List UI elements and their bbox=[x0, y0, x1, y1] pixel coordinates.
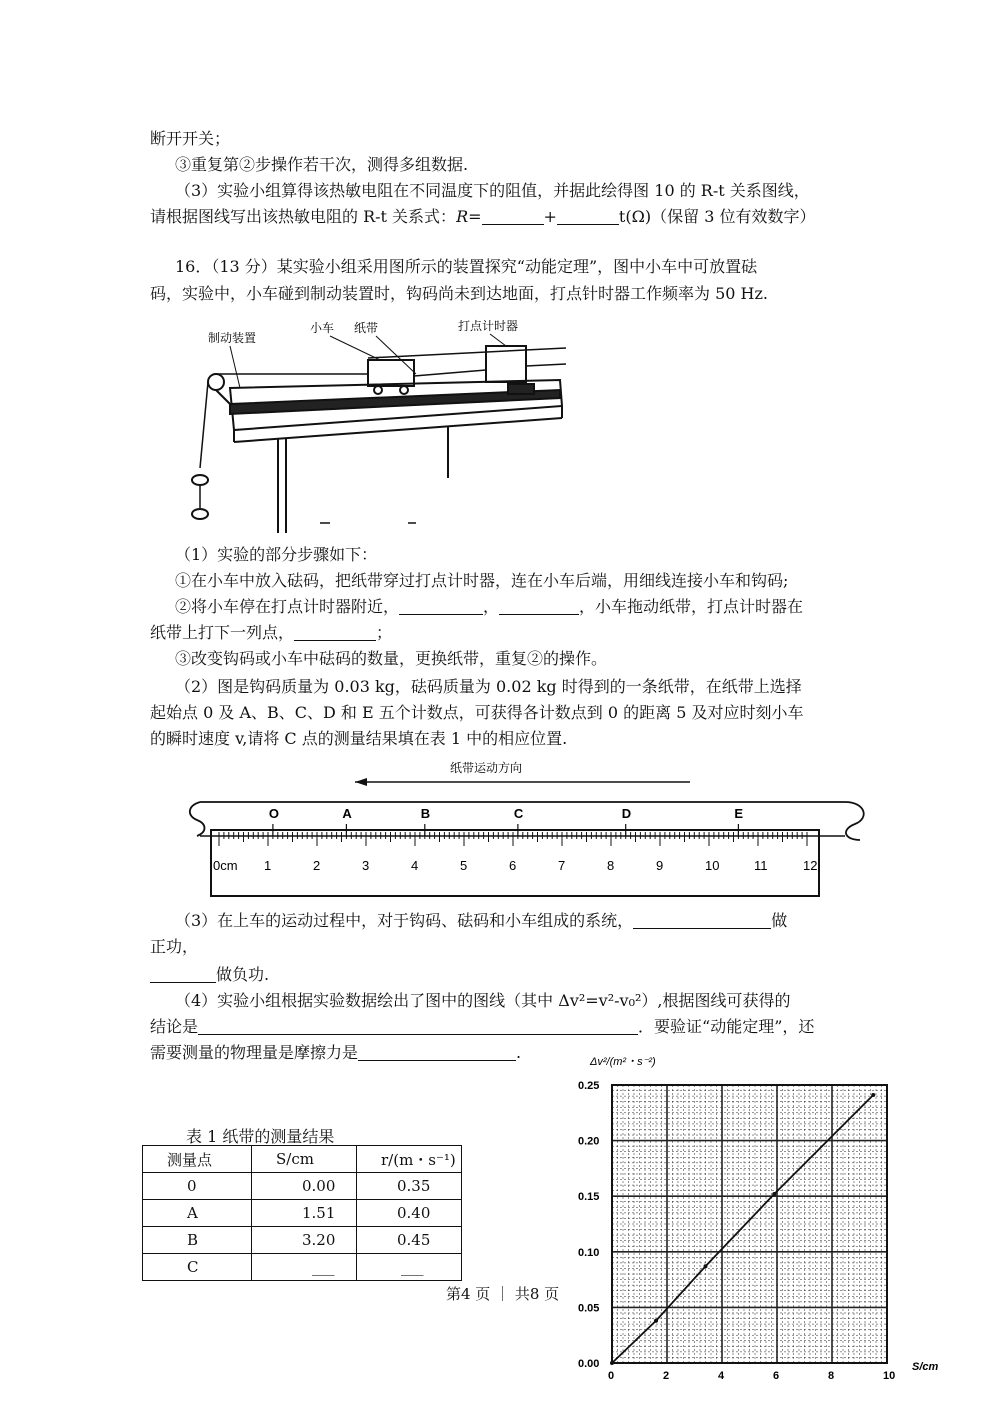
ruler-label: 9 bbox=[656, 858, 664, 873]
text-line bbox=[150, 206, 815, 228]
x-tick-label: 4 bbox=[718, 1370, 725, 1382]
answer-blank[interactable] bbox=[399, 598, 483, 615]
y-tick-label: 0.05 bbox=[578, 1302, 600, 1315]
table-cell: 1.51 bbox=[252, 1200, 357, 1227]
y-tick-label: 0.00 bbox=[578, 1358, 600, 1370]
table-header: S/cm bbox=[252, 1146, 357, 1173]
ruler-label: 7 bbox=[558, 858, 566, 873]
text-seg: 需要测量的物理量是摩擦力是 bbox=[150, 1043, 359, 1062]
tape-point-label: E bbox=[734, 806, 744, 821]
text-seg: ，小车拖动纸带，打点计时器在 bbox=[579, 597, 804, 616]
text-seg: ； bbox=[376, 623, 393, 642]
apparatus-figure bbox=[190, 318, 570, 538]
table-cell: C bbox=[143, 1254, 252, 1281]
table-row bbox=[143, 1227, 462, 1254]
table-row bbox=[143, 1200, 462, 1227]
text-line: 断开开关； bbox=[150, 129, 231, 148]
text-line bbox=[175, 910, 787, 932]
tape-point-label: D bbox=[621, 806, 632, 821]
label-timer: 打点计时器 bbox=[458, 319, 519, 333]
table-cell: B bbox=[143, 1227, 252, 1254]
answer-blank[interactable] bbox=[482, 208, 544, 225]
direction-arrowhead bbox=[355, 778, 367, 786]
chart-ylabel: Δv²/(m²・s⁻²) bbox=[590, 1056, 656, 1068]
text-line: （1）实验的部分步骤如下： bbox=[175, 545, 378, 564]
text-seg: 做 bbox=[771, 911, 788, 930]
table-cell: A bbox=[143, 1200, 252, 1227]
series-line bbox=[612, 1095, 873, 1363]
x-tick-label: 6 bbox=[773, 1370, 780, 1382]
text-seg: （3）在上车的运动过程中，对于钩码、砝码和小车组成的系统， bbox=[175, 911, 634, 930]
text-seg: ， bbox=[483, 597, 500, 616]
ruler-label: 4 bbox=[411, 858, 419, 873]
answer-blank[interactable] bbox=[557, 208, 619, 225]
tape-point-label: A bbox=[342, 806, 352, 821]
table-header: 测量点 bbox=[143, 1146, 252, 1173]
text-line bbox=[150, 622, 392, 644]
text-line: 正功， bbox=[150, 937, 199, 956]
answer-blank[interactable] bbox=[358, 1044, 516, 1061]
ruler-label: 2 bbox=[313, 858, 321, 873]
text-line: ③改变钩码或小车中砝码的数量，更换纸带，重复②的操作。 bbox=[175, 649, 608, 668]
dv2-vs-s-chart bbox=[572, 1045, 942, 1385]
table-cell: 0 bbox=[143, 1173, 252, 1200]
table-cell: 0.00 bbox=[252, 1173, 357, 1200]
text-line: （3）实验小组算得该热敏电阻在不同温度下的阻值，并据此绘得图 10 的 R-t 关系图线， bbox=[175, 181, 810, 200]
answer-blank[interactable] bbox=[150, 966, 216, 983]
ruler-label: 11 bbox=[754, 858, 768, 873]
ruler-label: 12 bbox=[803, 858, 818, 873]
table-row bbox=[143, 1173, 462, 1200]
ruler-label: 6 bbox=[509, 858, 517, 873]
results-table bbox=[142, 1145, 462, 1281]
text-seg: ②将小车停在打点计时器附近， bbox=[175, 597, 400, 616]
x-tick-label: 2 bbox=[663, 1370, 670, 1382]
text-seg: R= bbox=[456, 207, 482, 226]
text-seg: . bbox=[516, 1043, 522, 1062]
tape-point-label: B bbox=[420, 806, 431, 821]
text-seg: t(Ω)（保留 3 位有效数字） bbox=[618, 207, 816, 226]
text-seg: 请根据图线写出该热敏电阻的 R-t 关系式： bbox=[150, 207, 457, 226]
text-line: ①在小车中放入砝码，把纸带穿过打点计时器，连在小车后端，用细线连接小车和钩码; bbox=[175, 571, 789, 590]
x-tick-label: 8 bbox=[828, 1370, 835, 1382]
tape-figure bbox=[185, 754, 870, 904]
tape-point-label: C bbox=[513, 806, 524, 821]
text-line: 码，实验中，小车碰到制动装置时，钩码尚未到达地面，打点针时器工作频率为 50 Hz. bbox=[150, 284, 769, 303]
text-line: 的瞬时速度 v,请将 C 点的测量结果填在表 1 中的相应位置. bbox=[150, 729, 568, 748]
x-tick-label: 0 bbox=[608, 1370, 615, 1382]
table-cell: 0.40 bbox=[357, 1200, 462, 1227]
data-point bbox=[772, 1192, 776, 1196]
table-header: r/(m・s⁻¹) bbox=[357, 1146, 462, 1173]
answer-blank[interactable] bbox=[633, 912, 771, 929]
data-point bbox=[654, 1319, 658, 1323]
label-tape: 纸带 bbox=[354, 321, 379, 335]
text-line: （2）图是钩码质量为 0.03 kg，砝码质量为 0.02 kg 时得到的一条纸带，在纸带上选择 bbox=[175, 677, 802, 696]
table-cell[interactable]: ___ bbox=[357, 1254, 462, 1281]
text-line bbox=[150, 1042, 521, 1064]
table-cell: 0.45 bbox=[357, 1227, 462, 1254]
table-cell: 3.20 bbox=[252, 1227, 357, 1254]
label-brake: 制动装置 bbox=[208, 331, 257, 345]
ruler-label: 0cm bbox=[213, 858, 238, 873]
chart-xlabel: S/cm bbox=[912, 1361, 939, 1373]
text-line: （4）实验小组根据实验数据绘出了图中的图线（其中 Δv²=v²-v₀²）,根据图线可获得的 bbox=[175, 991, 791, 1010]
ruler-label: 8 bbox=[607, 858, 615, 873]
tape-direction-label: 纸带运动方向 bbox=[450, 761, 523, 775]
text-line bbox=[150, 1016, 814, 1038]
text-seg: ．要验证“动能定理”，还 bbox=[638, 1017, 815, 1036]
ruler-label: 3 bbox=[362, 858, 370, 873]
text-line: ③重复第②步操作若干次，测得多组数据. bbox=[175, 155, 469, 174]
ruler-label: 5 bbox=[460, 858, 468, 873]
text-line bbox=[150, 964, 269, 986]
page-footer: 第4 页 ｜ 共8 页 bbox=[446, 1285, 560, 1303]
ruler-label: 1 bbox=[264, 858, 272, 873]
x-tick-label: 10 bbox=[883, 1370, 896, 1382]
text-line bbox=[175, 596, 803, 618]
question-16-heading: 16．（13 分）某实验小组采用图所示的装置探究“动能定理”，图中小车中可放置砝 bbox=[175, 257, 758, 276]
answer-blank[interactable] bbox=[198, 1018, 638, 1035]
ruler-label: 10 bbox=[705, 858, 720, 873]
data-point bbox=[871, 1093, 875, 1097]
answer-blank[interactable] bbox=[294, 624, 376, 641]
y-tick-label: 0.10 bbox=[578, 1246, 600, 1259]
answer-blank[interactable] bbox=[499, 598, 579, 615]
tape-point-label: O bbox=[268, 806, 280, 821]
table-row bbox=[143, 1254, 462, 1281]
text-seg: + bbox=[543, 207, 557, 226]
label-cart: 小车 bbox=[310, 321, 335, 335]
text-seg: 纸带上打下一列点， bbox=[150, 623, 295, 642]
table-cell[interactable]: ___ bbox=[252, 1254, 357, 1281]
text-seg: 结论是 bbox=[150, 1017, 199, 1036]
y-tick-label: 0.25 bbox=[578, 1080, 600, 1092]
text-seg: 做负功. bbox=[216, 965, 270, 984]
table-header-row bbox=[143, 1146, 462, 1173]
data-point bbox=[704, 1264, 708, 1268]
data-point bbox=[610, 1361, 614, 1365]
y-tick-label: 0.15 bbox=[578, 1191, 600, 1204]
table-caption: 表 1 纸带的测量结果 bbox=[186, 1127, 335, 1146]
y-tick-label: 0.20 bbox=[578, 1135, 600, 1148]
text-line: 起始点 0 及 A、B、C、D 和 E 五个计数点，可获得各计数点到 0 的距离 5 及对应时刻小车 bbox=[150, 703, 804, 722]
table-cell: 0.35 bbox=[357, 1173, 462, 1200]
